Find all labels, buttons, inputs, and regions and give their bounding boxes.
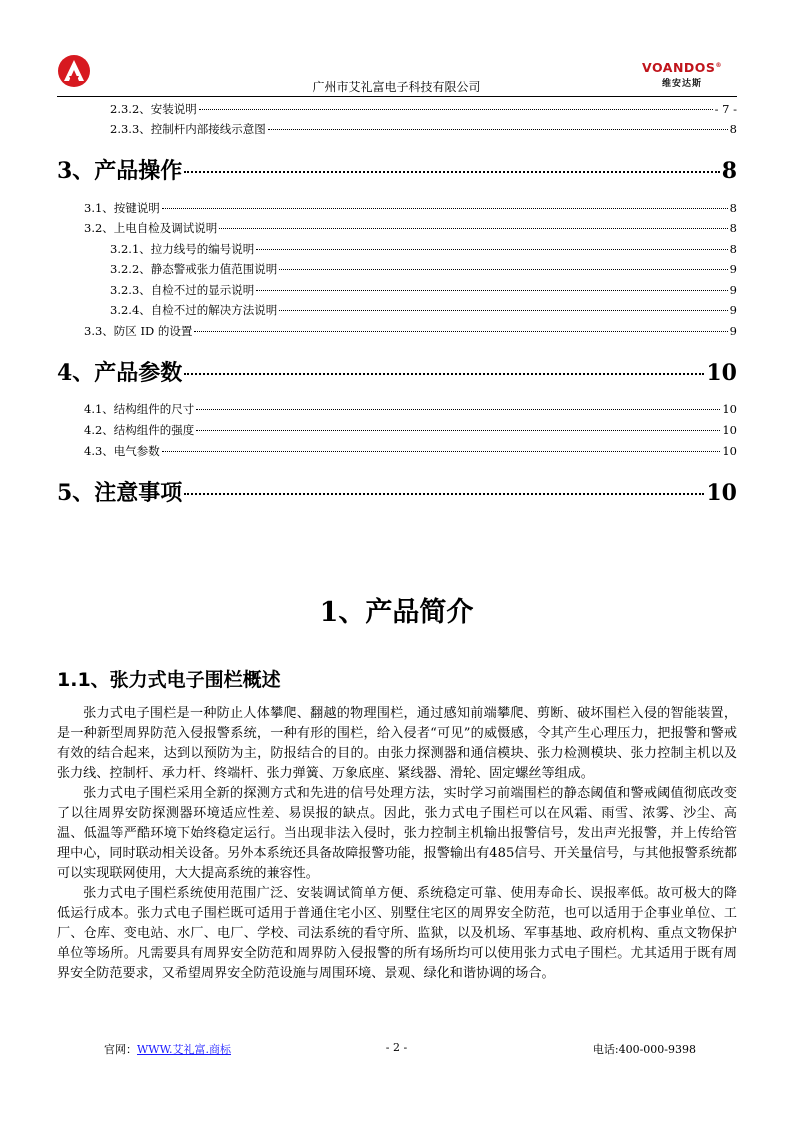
toc-leader [184, 171, 719, 173]
toc-entry-3-2-1[interactable] [110, 241, 737, 257]
toc-entry-page: 8 [729, 221, 737, 235]
toc-entry-label: 4.3、电气参数 [84, 444, 160, 458]
toc-entry-label: 3.3、防区 ID 的设置 [84, 324, 193, 338]
toc-entry-page: 9 [729, 324, 737, 338]
body-text [57, 704, 737, 984]
toc-entry-label: 4.1、结构组件的尺寸 [84, 402, 195, 416]
toc-entry-label: 4.2、结构组件的强度 [84, 423, 195, 437]
footer-site-label: 官网： [104, 1043, 137, 1056]
toc-entry-label: 2.3.3、控制杆内部接线示意图 [110, 122, 266, 136]
toc-entry-3-2-3[interactable] [110, 282, 737, 298]
toc-entry-page: 9 [729, 303, 737, 317]
toc-leader [162, 451, 721, 452]
toc-leader [184, 493, 704, 495]
toc-entry-label: 3.2.3、自检不过的显示说明 [110, 283, 255, 297]
toc-entry-label: 3.1、按键说明 [84, 201, 160, 215]
toc-entry-page: 9 [729, 262, 737, 276]
toc-leader [194, 331, 727, 332]
toc-leader [184, 373, 704, 375]
toc-leader [196, 430, 720, 431]
toc-entry-label: 4、产品参数 [57, 360, 183, 386]
toc-entry-label: 5、注意事项 [57, 480, 183, 506]
toc-entry-3-3[interactable] [84, 323, 737, 339]
toc-entry-page: 8 [729, 242, 737, 256]
toc-entry-page: 9 [729, 283, 737, 297]
toc-entry-page: 10 [722, 402, 737, 416]
toc-entry-page: 8 [721, 158, 737, 184]
toc-leader [196, 409, 720, 410]
toc-leader [199, 109, 713, 110]
toc-entry-5[interactable] [57, 476, 737, 507]
toc-entry-4-2[interactable] [84, 422, 737, 438]
paragraph: 张力式电子围栏采用全新的探测方式和先进的信号处理方法，实时学习前端围栏的静态阈值和警戒阈值彻底改变了以往周界安防探测器环境适应性差、易误报的缺点。因此，张力式电子围栏可以在风霜、雨雪、浓雾、沙尘、高温、低温等严酷环境下始终稳定运行。当出现非法入侵时，张力控制主机输出报警信号，发出声光报警，并上传给管理中心，同时联动相关设备。另外本系统还具备故障报警功能，报警输出有485信号、开关量信号，与其他报警系统都可以实现联网使用，大大提高系统的兼容性。 [57, 786, 737, 881]
toc-entry-page: 10 [706, 360, 737, 386]
toc-entry-2-3-2[interactable] [110, 101, 737, 117]
toc-entry-page: 8 [729, 122, 737, 136]
registered-mark: ® [715, 61, 722, 69]
toc-entry-page: 10 [706, 480, 737, 506]
toc-entry-page: 8 [729, 201, 737, 215]
toc-leader [256, 290, 727, 291]
toc-entry-label: 2.3.2、安装说明 [110, 102, 197, 116]
toc-entry-4[interactable] [57, 356, 737, 387]
toc-entry-4-3[interactable] [84, 443, 737, 459]
toc-entry-page: 10 [722, 444, 737, 458]
section-title: 1.1、张力式电子围栏概述 [57, 669, 281, 691]
toc-entry-label: 3、产品操作 [57, 158, 183, 184]
toc-entry-page: 10 [722, 423, 737, 437]
chapter-title: 1、产品简介 [319, 597, 474, 628]
toc-entry-label: 3.2.2、静态警戒张力值范围说明 [110, 262, 278, 276]
footer-phone: 电话:400-000-9398 [592, 1043, 696, 1056]
toc-entry-label: 3.2.1、拉力线号的编号说明 [110, 242, 255, 256]
toc-leader [162, 208, 728, 209]
toc-entry-3-1[interactable] [84, 200, 737, 216]
toc-entry-3-2[interactable] [84, 220, 737, 236]
toc-leader [268, 129, 728, 130]
header-divider [57, 96, 737, 97]
website-link[interactable]: WWW.艾礼富.商标 [137, 1043, 231, 1056]
toc-entry-4-1[interactable] [84, 401, 737, 417]
brand-name-cn: 维安达斯 [661, 79, 702, 89]
page-number: - 2 - [385, 1041, 408, 1054]
toc-entry-3-2-2[interactable] [110, 261, 737, 277]
toc-entry-3[interactable] [57, 154, 737, 185]
brand-name-en: VOANDOS [642, 60, 716, 75]
paragraph: 张力式电子围栏是一种防止人体攀爬、翻越的物理围栏，通过感知前端攀爬、剪断、破坏围栏入侵的智能装置，是一种新型周界防范入侵报警系统，一种有形的围栏，给入侵者“可见”的威慑感，令其产生心理压力，把报警和警戒有效的结合起来，达到以预防为主，防报结合的目的。由张力探测器和通信模块、张力检测模块、张力控制主机以及张力线、控制杆、承力杆、终端杆、张力弹簧、万象底座、紧线器、滑轮、固定螺丝等组成。 [57, 706, 737, 781]
toc-leader [279, 269, 727, 270]
toc-entry-page: - 7 - [714, 102, 737, 116]
toc-entry-label: 3.2.4、自检不过的解决方法说明 [110, 303, 278, 317]
paragraph: 张力式电子围栏系统使用范围广泛、安装调试简单方便、系统稳定可靠、使用寿命长、误报率低。故可极大的降低运行成本。张力式电子围栏既可适用于普通住宅小区、别墅住宅区的周界安全防范，也可以适用于企事业单位、工厂、仓库、变电站、水厂、电厂、学校、司法系统的看守所、监狱，以及机场、军事基地、政府机构、重点文物保护单位等场所。凡需要具有周界安全防范和周界防入侵报警的所有场所均可以使用张力式电子围栏。尤其适用于既有周界安全防范要求，又希望周界安全防范设施与周围环境、景观、绿化和谐协调的场合。 [57, 886, 737, 981]
toc-entry-2-3-3[interactable] [110, 121, 737, 137]
toc-leader [219, 228, 727, 229]
toc-entry-label: 3.2、上电自检及调试说明 [84, 221, 218, 235]
company-name: 广州市艾礼富电子科技有限公司 [312, 80, 481, 94]
toc-entry-3-2-4[interactable] [110, 302, 737, 318]
toc-leader [279, 310, 727, 311]
toc-leader [256, 249, 727, 250]
